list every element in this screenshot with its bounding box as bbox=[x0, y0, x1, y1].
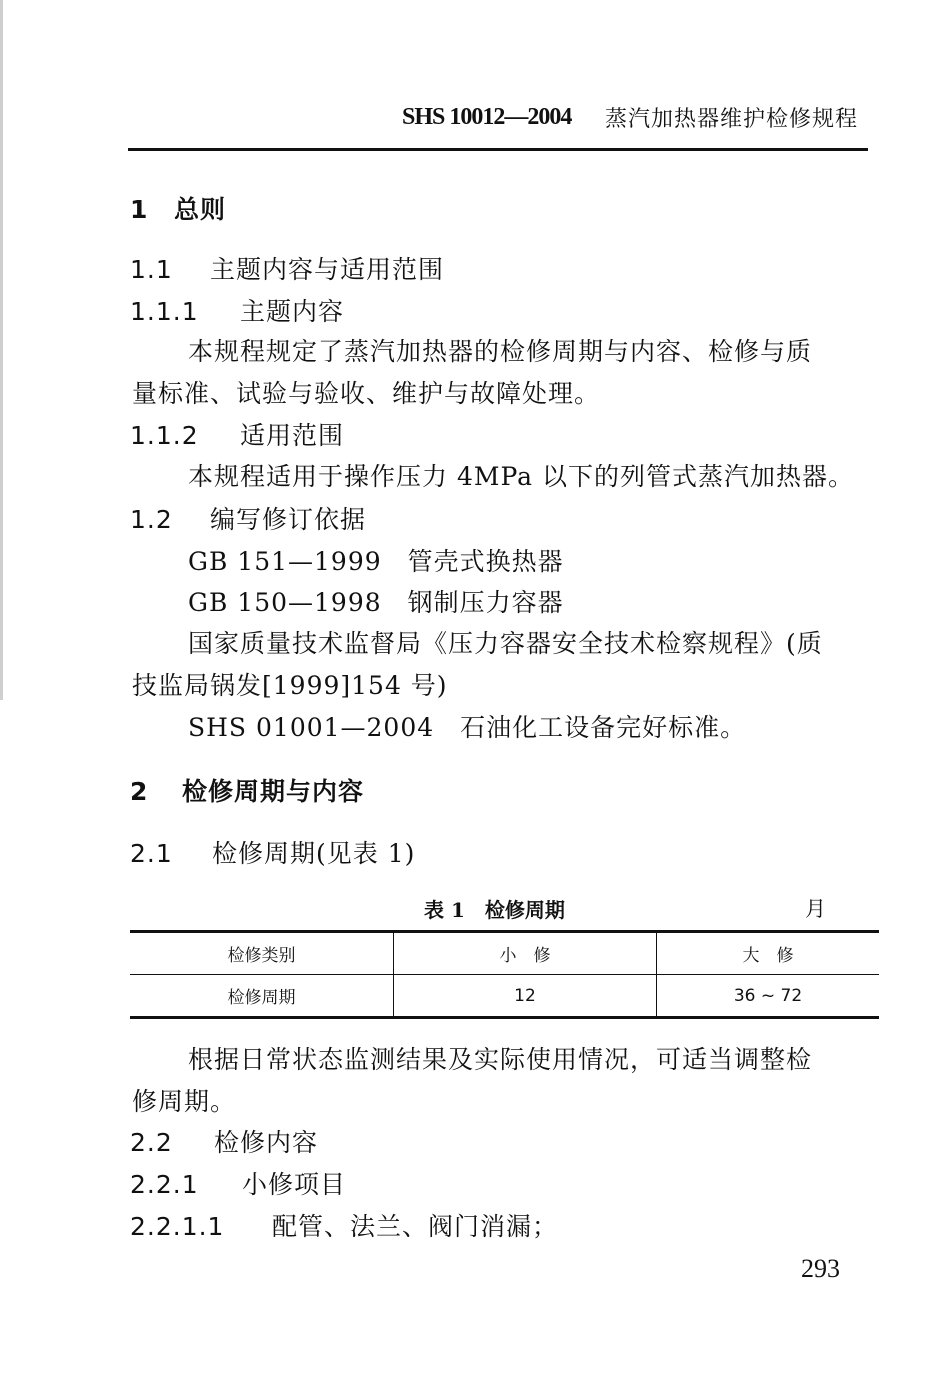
section-title: 检修周期与内容 bbox=[182, 777, 365, 806]
table-header-row bbox=[130, 932, 879, 975]
section-2-2-1-1-item bbox=[130, 1211, 558, 1243]
section-2-2-1-heading bbox=[130, 1169, 346, 1201]
maintenance-cycle-table bbox=[130, 930, 879, 1019]
table-header-cell: 小 修 bbox=[394, 932, 657, 975]
section-1-1-2-heading bbox=[130, 420, 344, 452]
section-number: 1.1.1 bbox=[130, 297, 199, 326]
section-title: 检修周期(见表 1) bbox=[212, 839, 416, 868]
section-title: 适用范围 bbox=[240, 421, 345, 450]
reference-item-continued: 技监局锅发[1999]154 号) bbox=[132, 671, 448, 700]
section-title: 编写修订依据 bbox=[210, 505, 367, 534]
table-unit: 月 bbox=[805, 897, 826, 921]
body-line: 本规程适用于操作压力 4MPa 以下的列管式蒸汽加热器。 bbox=[188, 462, 855, 491]
section-number: 2.1 bbox=[130, 839, 173, 868]
section-1-2-heading bbox=[130, 504, 366, 536]
reference-item: GB 151—1999 管壳式换热器 bbox=[188, 547, 564, 576]
header-rule bbox=[128, 148, 868, 151]
body-line: 量标准、试验与验收、维护与故障处理。 bbox=[132, 379, 601, 408]
section-1-1-heading bbox=[130, 254, 444, 286]
table-cell: 36 ~ 72 bbox=[657, 975, 880, 1018]
section-title: 主题内容与适用范围 bbox=[210, 255, 445, 284]
reference-item: SHS 01001—2004 石油化工设备完好标准。 bbox=[188, 713, 747, 742]
scan-edge-shadow bbox=[0, 0, 3, 700]
section-number: 1 bbox=[130, 195, 149, 224]
section-title: 检修内容 bbox=[214, 1128, 319, 1157]
section-number: 1.2 bbox=[130, 505, 173, 534]
section-number: 2.2.1 bbox=[130, 1170, 199, 1199]
section-title: 配管、法兰、阀门消漏； bbox=[272, 1212, 559, 1241]
reference-item: GB 150—1998 钢制压力容器 bbox=[188, 588, 564, 617]
section-2-1-heading bbox=[130, 838, 415, 870]
table-row bbox=[130, 975, 879, 1018]
section-number: 1.1 bbox=[130, 255, 173, 284]
reference-item: 国家质量技术监督局《压力容器安全技术检察规程》(质 bbox=[188, 629, 823, 658]
table-cell: 12 bbox=[394, 975, 657, 1018]
standard-code: SHS 10012—2004 bbox=[402, 104, 572, 130]
section-number: 2 bbox=[130, 777, 149, 806]
table-cell: 检修周期 bbox=[130, 975, 394, 1018]
body-line: 修周期。 bbox=[132, 1087, 237, 1116]
section-1-heading bbox=[130, 194, 226, 226]
table-header-cell: 检修类别 bbox=[130, 932, 394, 975]
body-line: 根据日常状态监测结果及实际使用情况，可适当调整检 bbox=[188, 1045, 813, 1074]
section-number: 1.1.2 bbox=[130, 421, 199, 450]
section-2-heading bbox=[130, 776, 364, 808]
page-number: 293 bbox=[801, 1254, 840, 1283]
section-title: 主题内容 bbox=[240, 297, 345, 326]
body-line: 本规程规定了蒸汽加热器的检修周期与内容、检修与质 bbox=[188, 337, 813, 366]
table-header-cell: 大 修 bbox=[657, 932, 880, 975]
running-header-title: 蒸汽加热器维护检修规程 bbox=[605, 107, 859, 132]
section-1-1-1-heading bbox=[130, 296, 344, 328]
section-title: 小修项目 bbox=[242, 1170, 347, 1199]
section-number: 2.2.1.1 bbox=[130, 1212, 225, 1241]
table-caption: 表 1 检修周期 bbox=[424, 898, 565, 922]
section-2-2-heading bbox=[130, 1127, 318, 1159]
section-number: 2.2 bbox=[130, 1128, 173, 1157]
section-title: 总则 bbox=[174, 195, 227, 224]
